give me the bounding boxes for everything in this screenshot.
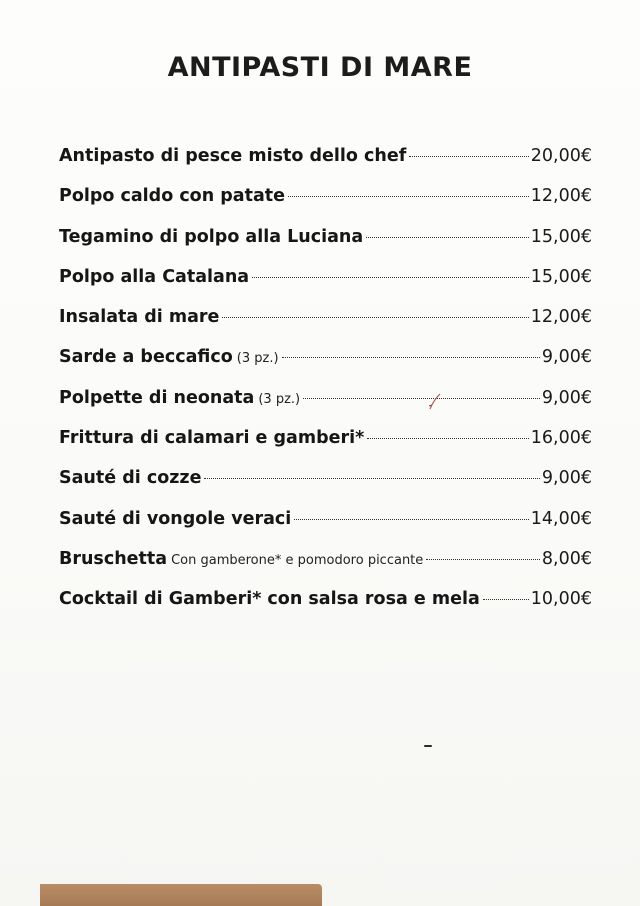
item-name: Antipasto di pesce misto dello chef (59, 146, 407, 166)
menu-item (59, 343, 592, 383)
menu-item (59, 223, 592, 263)
item-price: 14,00€ (530, 508, 592, 529)
menu-item (59, 142, 592, 182)
dot-leader (252, 277, 529, 278)
item-price: 15,00€ (530, 226, 592, 247)
item-note: (3 pz.) (236, 351, 279, 367)
item-name: Tegamino di polpo alla Luciana (59, 226, 364, 247)
menu-item (59, 505, 592, 545)
menu-item (59, 585, 592, 625)
item-price: 9,00€ (541, 468, 592, 489)
item-price: 9,00€ (541, 387, 592, 408)
item-price: 8,00€ (541, 548, 592, 569)
dot-leader (222, 317, 528, 318)
item-name: Sarde a beccafico (59, 347, 233, 368)
item-price: 20,00€ (530, 146, 592, 166)
ink-speck (424, 745, 432, 747)
item-price: 10,00€ (530, 589, 592, 610)
item-price: 12,00€ (530, 307, 592, 328)
item-name: Cocktail di Gamberi* con salsa rosa e mela (59, 589, 480, 610)
menu-item (59, 263, 592, 303)
menu-title: ANTIPASTI DI MARE (167, 52, 473, 83)
dot-leader (282, 357, 540, 358)
item-price: 12,00€ (530, 186, 592, 207)
item-price: 16,00€ (530, 428, 592, 449)
menu-item (59, 303, 592, 343)
menu-list (59, 142, 592, 626)
item-name: Polpo caldo con patate (59, 186, 286, 207)
item-note: (3 pz.) (258, 391, 301, 407)
menu-item (59, 464, 592, 504)
menu-item (59, 545, 592, 585)
dot-leader (366, 237, 529, 238)
dot-leader (409, 156, 528, 157)
item-price: 9,00€ (541, 347, 592, 368)
dot-leader (483, 599, 529, 600)
item-name: Sauté di cozze (59, 468, 202, 489)
item-price: 15,00€ (530, 266, 592, 287)
dot-leader (426, 559, 540, 560)
dot-leader (294, 519, 528, 520)
pen-stroke-mark (428, 392, 442, 412)
dot-leader (303, 398, 540, 399)
dot-leader (288, 196, 529, 197)
bottom-decorative-bar (40, 884, 322, 906)
item-name: Sauté di vongole veraci (59, 508, 292, 529)
item-name: Polpo alla Catalana (59, 266, 250, 287)
item-name: Polpette di neonata (59, 387, 255, 408)
item-name: Bruschetta (59, 548, 168, 569)
item-note: Con gamberone* e pomodoro piccante (171, 552, 424, 568)
menu-item (59, 424, 592, 464)
item-name: Frittura di calamari e gamberi* (59, 428, 365, 449)
dot-leader (204, 478, 539, 479)
menu-item (59, 384, 592, 424)
menu-item (59, 182, 592, 222)
item-name: Insalata di mare (59, 307, 220, 328)
dot-leader (367, 438, 528, 439)
